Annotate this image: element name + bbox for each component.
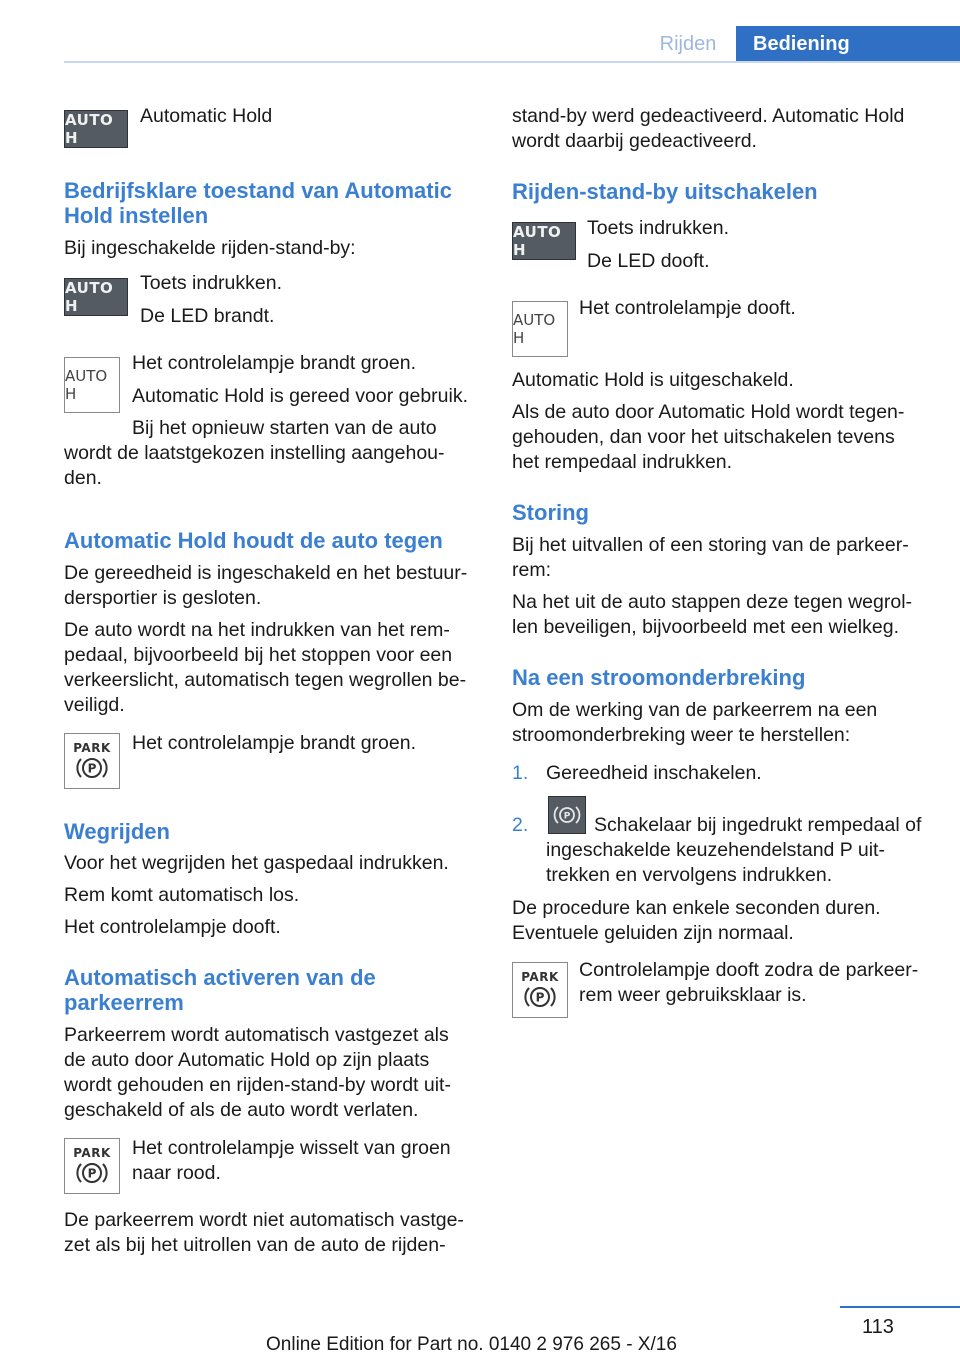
list-number-2: 2. (512, 814, 529, 836)
text-stand-by-l1: stand-by werd gedeactiveerd. Automatic Hold (512, 105, 905, 127)
text-rempedaal-l4: veiligd. (64, 694, 125, 716)
heading-houdt-tegen: Automatic Hold houdt de auto tegen (64, 528, 443, 553)
list-item-schakelaar-l2: ingeschakelde keuzehendelstand P uit- (546, 839, 885, 861)
svg-text:P: P (87, 1166, 97, 1180)
list-number-1: 1. (512, 762, 529, 784)
text-procedure-l2: Eventuele geluiden zijn normaal. (512, 922, 794, 944)
text-opnieuw-l2: wordt de laatstgekozen instelling aangehou- (64, 442, 445, 464)
text-rempedaal-l2: pedaal, bijvoorbeeld bij het stoppen voor een (64, 644, 453, 666)
text-gebruiksklaar-l1: Controlelampje dooft zodra de parkeer- (579, 959, 919, 981)
park-brake-indicator-icon (512, 962, 568, 1018)
heading-wegrijden: Wegrijden (64, 819, 170, 844)
text-automatic-hold: Automatic Hold (140, 105, 273, 127)
text-parkeerrem-l4: geschakeld of als de auto wordt verlaten. (64, 1099, 419, 1121)
text-controlelampje-groen: Het controlelampje brandt groen. (132, 352, 416, 374)
text-wisselt-l1: Het controlelampje wisselt van groen (132, 1137, 451, 1159)
text-rempedaal-l1: De auto wordt na het indrukken van het rem- (64, 619, 450, 641)
text-controlelampje-dooft: Het controlelampje dooft. (64, 916, 281, 938)
parking-brake-switch-icon (548, 796, 586, 834)
text-rempedaal-l3: verkeerslicht, automatisch tegen wegrollen be- (64, 669, 467, 691)
park-p-symbol-icon (74, 1160, 110, 1186)
text-storing-l2: rem: (512, 559, 551, 581)
auto-hold-indicator-icon: AUTO H (64, 357, 120, 413)
text-opnieuw-l1: Bij het opnieuw starten van de auto (132, 417, 437, 439)
heading-uitschakelen: Rijden-stand-by uitschakelen (512, 179, 818, 204)
text-niet-vastgezet-l1: De parkeerrem wordt niet automatisch vastge- (64, 1209, 464, 1231)
text-tegengehouden-l1: Als de auto door Automatic Hold wordt tegen- (512, 401, 905, 423)
text-gereedheid-l2: dersportier is gesloten. (64, 587, 262, 609)
text-parkeerrem-l2: de auto door Automatic Hold op zijn plaats (64, 1049, 430, 1071)
heading-stroomonderbreking: Na een stroomonderbreking (512, 665, 806, 690)
header-tab-bediening[interactable]: Bediening (736, 26, 960, 62)
text-uitgeschakeld: Automatic Hold is uitgeschakeld. (512, 369, 794, 391)
text-tegengehouden-l3: het rempedaal indrukken. (512, 451, 733, 473)
text-gebruiksklaar-l2: rem weer gebruiksklaar is. (579, 984, 807, 1006)
text-led-dooft: De LED dooft. (587, 250, 710, 272)
text-toets-indrukken-2: Toets indrukken. (587, 217, 729, 239)
text-gereed: Automatic Hold is gereed voor gebruik. (132, 385, 469, 407)
text-wegrollen-l1: Na het uit de auto stappen deze tegen wegrol- (512, 591, 913, 613)
heading-automatisch-activeren-l1: Automatisch activeren van de (64, 965, 376, 990)
list-item-schakelaar-l3: trekken en vervolgens indrukken. (546, 864, 833, 886)
park-label: PARK (73, 1145, 111, 1160)
text-ingeschakelde: Bij ingeschakelde rijden-stand-by: (64, 237, 356, 259)
header-tab-rijden[interactable]: Rijden (659, 32, 717, 55)
text-niet-vastgezet-l2: zet als bij het uitrollen van de auto de rijden- (64, 1234, 446, 1256)
text-werking-l1: Om de werking van de parkeerrem na een (512, 699, 878, 721)
text-controlelampje-groen-2: Het controlelampje brandt groen. (132, 732, 416, 754)
header-rule (64, 61, 960, 63)
text-controlelampje-dooft-2: Het controlelampje dooft. (579, 297, 796, 319)
auto-hold-button-icon: AUTO H (512, 222, 576, 260)
text-parkeerrem-l1: Parkeerrem wordt automatisch vastgezet als (64, 1024, 449, 1046)
park-label: PARK (521, 969, 559, 984)
text-led-brandt: De LED brandt. (140, 305, 275, 327)
park-label: PARK (73, 740, 111, 755)
text-rem-los: Rem komt automatisch los. (64, 884, 300, 906)
svg-text:P: P (535, 990, 545, 1004)
park-p-symbol-icon (74, 755, 110, 781)
text-werking-l2: stroomonderbreking weer te herstellen: (512, 724, 851, 746)
page-number: 113 (862, 1316, 894, 1338)
svg-text:P: P (87, 761, 97, 775)
heading-bedrijfsklare-l2: Hold instellen (64, 203, 209, 228)
text-parkeerrem-l3: wordt gehouden en rijden-stand-by wordt uit- (64, 1074, 451, 1096)
text-tegengehouden-l2: gehouden, dan voor het uitschakelen tevens (512, 426, 895, 448)
footer-rule (840, 1306, 960, 1308)
auto-hold-button-icon: AUTO H (64, 278, 128, 316)
heading-storing: Storing (512, 500, 589, 525)
text-storing-l1: Bij het uitvallen of een storing van de parkeer- (512, 534, 909, 556)
park-brake-indicator-icon (64, 1138, 120, 1194)
text-wisselt-l2: naar rood. (132, 1162, 221, 1184)
list-item-schakelaar-l1: Schakelaar bij ingedrukt rempedaal of (594, 814, 922, 836)
text-stand-by-l2: wordt daarbij gedeactiveerd. (512, 130, 757, 152)
heading-bedrijfsklare-l1: Bedrijfsklare toestand van Automatic (64, 178, 452, 203)
heading-automatisch-activeren-l2: parkeerrem (64, 990, 184, 1015)
text-toets-indrukken: Toets indrukken. (140, 272, 282, 294)
list-item-gereedheid: Gereedheid inschakelen. (546, 762, 762, 784)
text-procedure-l1: De procedure kan enkele seconden duren. (512, 897, 881, 919)
text-gaspedaal: Voor het wegrijden het gaspedaal indrukken. (64, 852, 449, 874)
auto-hold-button-icon: AUTO H (64, 110, 128, 148)
text-gereedheid-l1: De gereedheid is ingeschakeld en het bestuur- (64, 562, 468, 584)
park-p-symbol-icon (522, 984, 558, 1010)
footer-edition: Online Edition for Part no. 0140 2 976 265 - X/16 (266, 1334, 677, 1355)
park-brake-indicator-icon (64, 733, 120, 789)
brake-circle-symbol-icon (552, 803, 582, 827)
text-opnieuw-l3: den. (64, 467, 102, 489)
text-wegrollen-l2: len beveiligen, bijvoorbeeld met een wielkeg. (512, 616, 899, 638)
auto-hold-indicator-icon: AUTO H (512, 301, 568, 357)
svg-text:P: P (563, 811, 571, 822)
